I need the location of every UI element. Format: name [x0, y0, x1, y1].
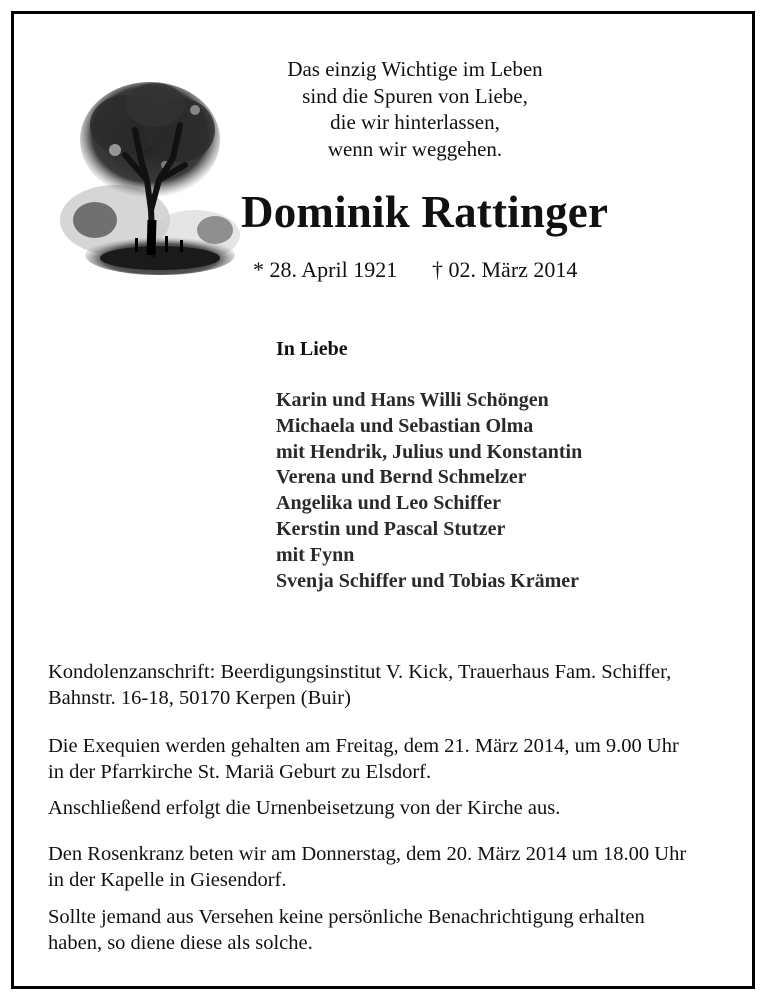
mourner-line: Verena und Bernd Schmelzer	[276, 466, 527, 489]
birth-date: * 28. April 1921	[253, 257, 398, 282]
info-line: Den Rosenkranz beten wir am Donnerstag, dem 20. März 2014 um 18.00 Uhr	[48, 843, 687, 865]
mourner-line: Svenja Schiffer und Tobias Krämer	[276, 569, 579, 592]
mourner-line: Michaela und Sebastian Olma	[276, 414, 534, 437]
mourner-line: Kerstin und Pascal Stutzer	[276, 517, 506, 540]
info-line: haben, so diene diese als solche.	[48, 931, 313, 954]
deceased-name: Dominik Rattinger	[241, 187, 609, 237]
rosary-notice	[48, 842, 728, 893]
info-line: Die Exequien werden gehalten am Freitag, dem 21. März 2014, um 9.00 Uhr	[48, 735, 679, 757]
mourner-line: Angelika und Leo Schiffer	[276, 492, 502, 515]
mourner-line: mit Fynn	[276, 543, 355, 566]
tree-illustration	[55, 70, 245, 280]
info-line: Kondolenzanschrift: Beerdigungsinstitut V. Kick, Trauerhaus Fam. Schiffer,	[48, 661, 672, 683]
mourners-heading: In Liebe	[276, 338, 348, 360]
quote-line: die wir hinterlassen,	[330, 110, 500, 134]
info-line: Sollte jemand aus Versehen keine persönliche Benachrichtigung erhalten	[48, 906, 645, 928]
mourners-list	[276, 388, 582, 594]
info-line: Bahnstr. 16-18, 50170 Kerpen (Buir)	[48, 686, 351, 709]
quote-line: Das einzig Wichtige im Leben	[287, 57, 543, 81]
death-date: † 02. März 2014	[432, 257, 578, 282]
info-line: in der Kapelle in Giesendorf.	[48, 868, 287, 891]
info-line: in der Pfarrkirche St. Mariä Geburt zu Elsdorf.	[48, 760, 432, 783]
quote-block	[240, 56, 590, 162]
mourner-line: Karin und Hans Willi Schöngen	[276, 389, 549, 411]
urn-notice	[48, 796, 728, 822]
notification-notice	[48, 905, 728, 956]
mourner-line: mit Hendrik, Julius und Konstantin	[276, 440, 583, 463]
info-line: Anschließend erfolgt die Urnenbeisetzung von der Kirche aus.	[48, 797, 561, 819]
quote-line: sind die Spuren von Liebe,	[302, 83, 528, 108]
exequien-notice	[48, 734, 728, 785]
condolence-address	[48, 660, 728, 711]
quote-line: wenn wir weggehen.	[327, 136, 503, 161]
